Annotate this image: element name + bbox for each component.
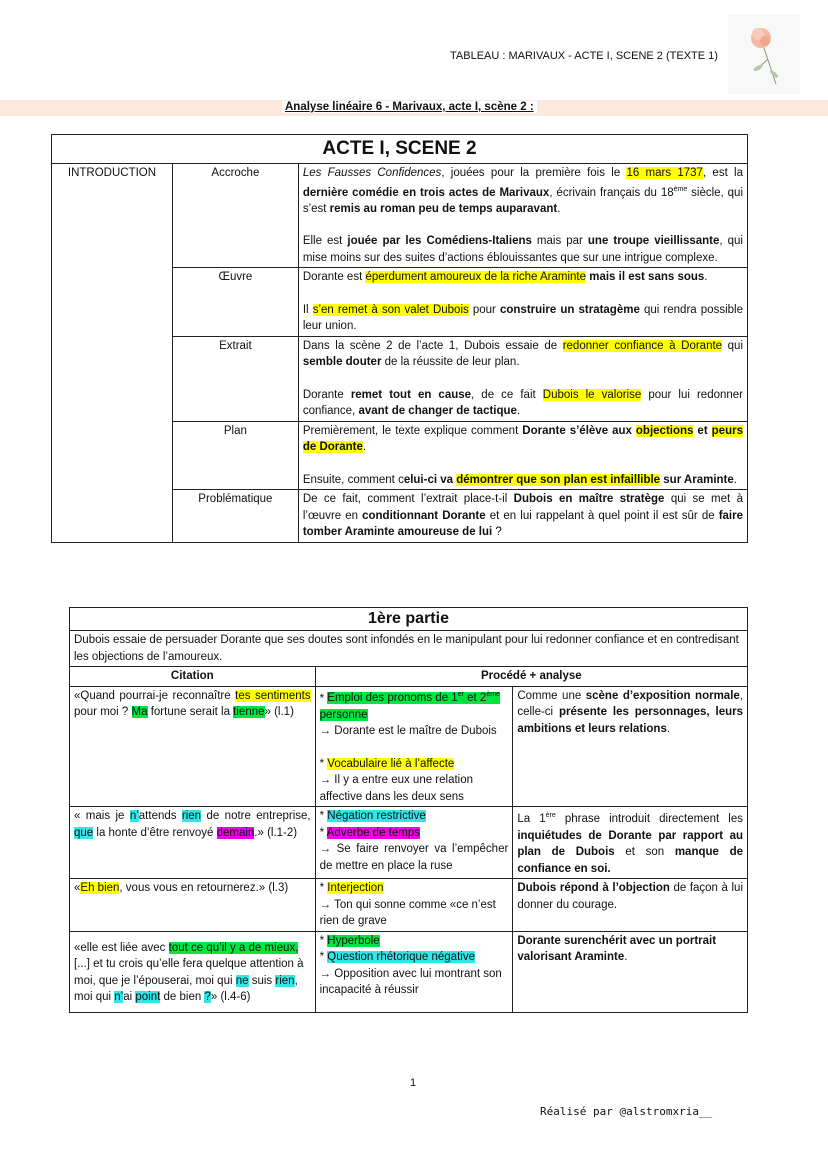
page-subtitle: Analyse linéaire 6 - Marivaux, acte I, scène 2 : — [282, 101, 537, 113]
act-table — [51, 134, 748, 543]
part1-summary: Dubois essaie de persuader Dorante que ses doutes sont infondés en le manipulant pour lui redonner confiance et en contredisant les objections de l’amoureux. — [70, 631, 748, 667]
oeuvre-label: Œuvre — [172, 268, 298, 337]
citation-header: Citation — [70, 667, 316, 687]
act-title: ACTE I, SCENE 2 — [52, 135, 748, 164]
procede-3: * Interjection → Ton qui sonne comme «ce n’est rien de grave — [315, 879, 513, 932]
extrait-text: Dans la scène 2 de l’acte 1, Dubois essaie de redonner confiance à Dorante qui semble douter de la réussite de leur plan. Dorante remet tout en cause, de ce fait Dubois le valorise pour lui redonner confiance, avant de changer de tactique. — [298, 336, 747, 421]
page-header: TABLEAU : MARIVAUX - ACTE I, SCENE 2 (TEXTE 1) — [450, 50, 718, 62]
extrait-label: Extrait — [172, 336, 298, 421]
citation-2: « mais je n’attends rien de notre entreprise, que la honte d’être renvoyé demain.» (l.1-2) — [70, 807, 316, 879]
accroche-label: Accroche — [172, 164, 298, 268]
flower-icon — [728, 14, 800, 94]
citation-1: «Quand pourrai-je reconnaître tes sentiments pour moi ? Ma fortune serait la tienne» (l.1) — [70, 686, 316, 807]
part1-table — [69, 607, 748, 1013]
procede-4: * Hyperbole * Question rhétorique négative → Opposition avec lui montrant son incapacité à réussir — [315, 931, 513, 1012]
accroche-text: Les Fausses Confidences, jouées pour la première fois le 16 mars 1737, est la dernière comédie en trois actes de Marivaux, écrivain français du 18ème siècle, qui s’est remis au roman peu de temps auparavant. Elle est jouée par les Comédiens-Italiens mais par une troupe vieillissante, qui mise moins sur des suites d’actions éblouissantes que sur une intrigue complexe. — [298, 164, 747, 268]
problematique-label: Problématique — [172, 490, 298, 543]
analyse-3: Dubois répond à l’objection de façon à lui donner du courage. — [513, 879, 748, 932]
procede-1: * Emploi des pronoms de 1er et 2ème personne → Dorante est le maître de Dubois * Vocabulaire lié à l’affecte → Il y a entre eux une relation affective dans les deux sens — [315, 686, 513, 807]
part1-title: 1ère partie — [70, 608, 748, 631]
analyse-2: La 1ère phrase introduit directement les inquiétudes de Dorante par rapport au plan de Dubois et son manque de confiance en soi. — [513, 807, 748, 879]
procede-header: Procédé + analyse — [315, 667, 747, 687]
citation-4: «elle est liée avec tout ce qu’il y a de mieux, [...] et tu crois qu’elle fera quelque attention à moi, que je l’épouserai, moi qui ne suis rien, moi qui n’ai point de bien ?» (l.4-6) — [70, 931, 316, 1012]
problematique-text: De ce fait, comment l’extrait place-t-il Dubois en maître stratège qui se met à l’œuvre en conditionnant Dorante et en lui rappelant à quel point il est sûr de faire tomber Araminte amoureuse de lui ? — [298, 490, 747, 543]
plan-text: Premièrement, le texte explique comment Dorante s’élève aux objections et peurs de Dorante. Ensuite, comment celui-ci va démontrer que son plan est infaillible sur Araminte. — [298, 421, 747, 490]
analyse-4: Dorante surenchérit avec un portrait valorisant Araminte. — [513, 931, 748, 1012]
intro-label: INTRODUCTION — [52, 164, 173, 543]
credit: Réalisé par @alstromxria__ — [540, 1105, 713, 1118]
page-number: 1 — [410, 1077, 417, 1089]
procede-2: * Négation restrictive * Adverbe de temps → Se faire renvoyer va l’empêcher de mettre en place la ruse — [315, 807, 513, 879]
citation-3: «Eh bien, vous vous en retournerez.» (l.3) — [70, 879, 316, 932]
plan-label: Plan — [172, 421, 298, 490]
oeuvre-text: Dorante est éperdument amoureux de la riche Araminte mais il est sans sous. Il s’en remet à son valet Dubois pour construire un stratagème qui rendra possible leur union. — [298, 268, 747, 337]
analyse-1: Comme une scène d’exposition normale, celle-ci présente les personnages, leurs ambitions et leurs relations. — [513, 686, 748, 807]
